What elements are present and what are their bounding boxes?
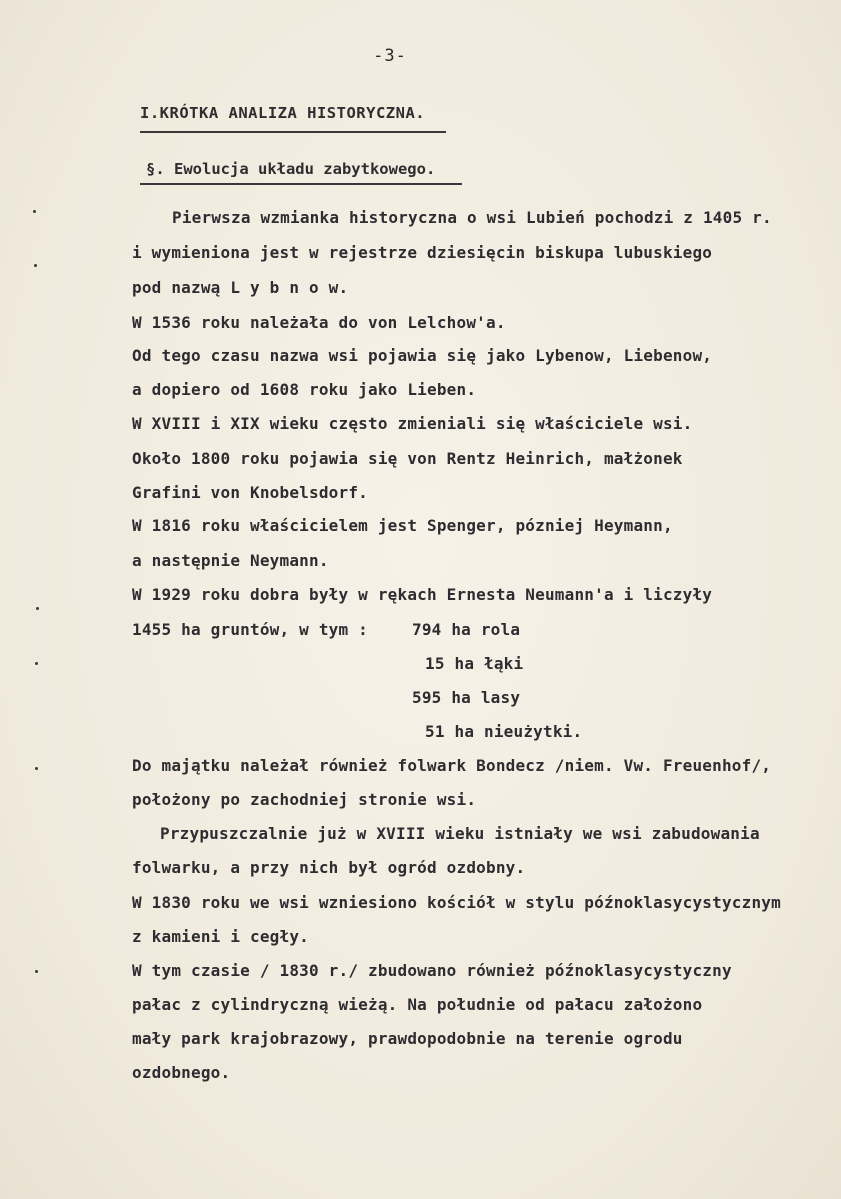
text-line: W XVIII i XIX wieku często zmieniali się właściciele wsi. [132, 414, 693, 433]
section-title: §. Ewolucja układu zabytkowego. [146, 160, 436, 178]
margin-mark [33, 210, 36, 213]
text-line: W 1816 roku właścicielem jest Spenger, pózniej Heymann, [132, 516, 673, 535]
page-number: -3- [373, 46, 407, 66]
land-item: 15 ha łąki [425, 654, 524, 673]
text-line: W 1536 roku należała do von Lelchow'a. [132, 313, 506, 332]
text-line: pod nazwą L y b n o w. [132, 278, 349, 297]
land-item: 595 ha lasy [412, 688, 521, 707]
text-line: pałac z cylindryczną wieżą. Na południe od pałacu założono [132, 995, 703, 1014]
land-item: 794 ha rola [412, 620, 521, 639]
chapter-heading: I.KRÓTKA ANALIZA HISTORYCZNA. [140, 104, 426, 122]
text-line: W 1830 roku we wsi wzniesiono kościół w stylu późnoklasycystycznym [132, 893, 781, 912]
text-line: i wymieniona jest w rejestrze dziesięcin biskupa lubuskiego [132, 243, 713, 262]
text-line: ozdobnego. [132, 1063, 231, 1082]
text-line: Od tego czasu nazwa wsi pojawia się jako Lybenow, Liebenow, [132, 346, 713, 365]
text-line: Przypuszczalnie już w XVIII wieku istniały we wsi zabudowania [160, 824, 760, 843]
margin-mark [35, 767, 38, 770]
margin-mark [36, 607, 39, 610]
text-line: z kamieni i cegły. [132, 927, 309, 946]
text-line: położony po zachodniej stronie wsi. [132, 790, 477, 809]
text-line: Grafini von Knobelsdorf. [132, 483, 368, 502]
heading-underline [140, 131, 446, 133]
text-line: Pierwsza wzmianka historyczna o wsi Lubień pochodzi z 1405 r. [172, 208, 772, 227]
margin-mark [35, 970, 38, 973]
land-item: 51 ha nieużytki. [425, 722, 583, 741]
text-line: a następnie Neymann. [132, 551, 329, 570]
section-underline [140, 183, 462, 185]
text-line: 1455 ha gruntów, w tym : [132, 620, 368, 639]
text-line: mały park krajobrazowy, prawdopodobnie na terenie ogrodu [132, 1029, 683, 1048]
margin-mark [34, 264, 37, 267]
text-line: Około 1800 roku pojawia się von Rentz Heinrich, małżonek [132, 449, 683, 468]
text-line: Do majątku należał również folwark Bondecz /niem. Vw. Freuenhof/, [132, 756, 772, 775]
text-line: W 1929 roku dobra były w rękach Ernesta Neumann'a i liczyły [132, 585, 713, 604]
text-line: folwarku, a przy nich był ogród ozdobny. [132, 858, 526, 877]
margin-mark [35, 662, 38, 665]
text-line: a dopiero od 1608 roku jako Lieben. [132, 380, 477, 399]
text-line: W tym czasie / 1830 r./ zbudowano również późnoklasycystyczny [132, 961, 732, 980]
